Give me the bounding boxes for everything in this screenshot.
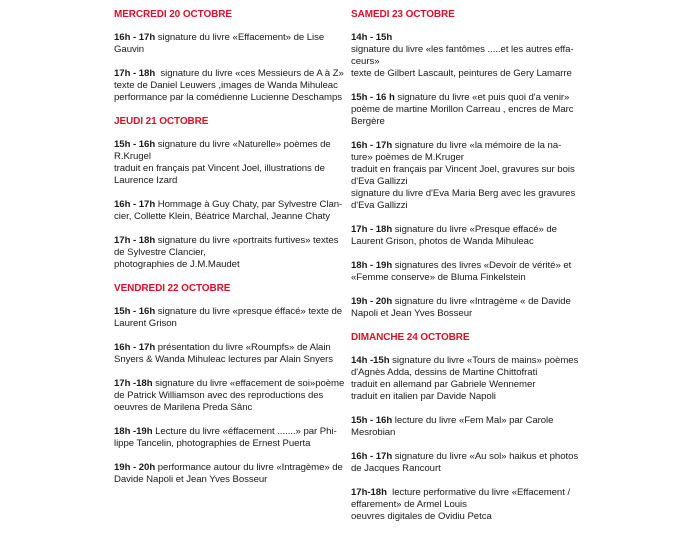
event-line: Mesrobian — [351, 427, 396, 438]
event-line: poème de martine Morillon Carreau , encres de Marc — [351, 104, 574, 115]
event-line: d'Eva Gallizzi — [351, 176, 408, 187]
event-time: 19h - 20h — [114, 462, 156, 473]
event-line: ture» poèmes de M.Kruger — [351, 152, 464, 163]
event-entry — [114, 139, 342, 187]
event-entry — [114, 306, 342, 330]
event-time: 17h - 18h — [114, 68, 156, 79]
event-line: d'Agnès Adda, dessins de Martine Chittofrati — [351, 367, 538, 378]
event-description: Hommage à Guy Chaty, par Sylvestre Clan- — [155, 199, 343, 210]
event-line: ceurs» — [351, 56, 380, 67]
event-description: signature du livre «et puis quoi d'a venir» — [394, 92, 570, 103]
event-line: oeuvres de Marilena Preda Sânc — [114, 402, 253, 413]
event-line — [114, 306, 342, 318]
event-line: Davide Napoli et Jean Yves Bosseur — [114, 474, 268, 485]
event-description: signature du livre «Naturelle» poèmes de — [155, 139, 331, 150]
event-time: 16h - 17h — [351, 140, 393, 151]
event-line — [351, 224, 587, 236]
event-line — [114, 235, 342, 247]
event-line: traduit en français pat Vincent Joel, illustrations de — [114, 163, 325, 174]
event-line: cier, Collette Klein, Béatrice Marchal, Jeanne Chaty — [114, 211, 331, 222]
day-heading: MERCREDI 20 OCTOBRE — [114, 9, 232, 20]
event-line — [114, 462, 342, 474]
event-description: signatures des livres «Devoir de vérité» et — [392, 260, 572, 271]
event-line: de Sylvestre Clancier, — [114, 247, 206, 258]
event-description: signature du livre «ces Messieurs de A à Z» — [155, 68, 344, 79]
event-time: 16h - 17h — [114, 342, 156, 353]
event-line: oeuvres digitales de Ovidiu Petca — [351, 511, 492, 522]
day-section — [351, 9, 587, 320]
event-line: traduit en allemand par Gabriele Wennemer — [351, 379, 536, 390]
event-time: 19h - 20h — [351, 296, 393, 307]
event-line: performance par la comédienne Lucienne Deschamps — [114, 92, 342, 103]
event-entry — [114, 32, 342, 56]
event-line: de Jacques Rancourt — [351, 463, 441, 474]
event-description: signature du livre «Intragème « de Davide — [392, 296, 571, 307]
event-line — [351, 487, 587, 499]
event-line: de Patrick Williamson avec des reproductions des — [114, 390, 324, 401]
day-section — [114, 116, 342, 271]
event-line — [114, 199, 342, 211]
event-line: signature du livre d'Eva Maria Berg avec les gravures — [351, 188, 576, 199]
event-entry — [114, 68, 342, 104]
program-column-left — [114, 9, 345, 498]
event-line — [351, 32, 587, 44]
event-line: traduit en français par Vincent Joel, gravures sur bois — [351, 164, 575, 175]
event-line: texte de Daniel Leuwers ,images de Wanda Mihuleac — [114, 80, 338, 91]
event-line — [351, 451, 587, 463]
event-entry — [351, 451, 587, 475]
event-line: effarement» de Armel Louis — [351, 499, 467, 510]
event-line — [351, 140, 587, 152]
event-description: performance autour du livre «Intragème» de — [155, 462, 343, 473]
event-entry — [351, 487, 587, 523]
event-description: présentation du livre «Roumpfs» de Alain — [155, 342, 331, 353]
event-time: 17h-18h — [351, 487, 387, 498]
event-time: 15h - 16h — [351, 415, 393, 426]
event-description: signature du livre «Tours de mains» poèmes — [389, 355, 579, 366]
event-description: lecture du livre «Fem Mal» par Carole — [392, 415, 554, 426]
event-line: texte de Gilbert Lascault, peintures de Gery Lamarre — [351, 68, 572, 79]
event-description: signature du livre «portraits furtives» textes — [155, 235, 339, 246]
event-description: signature du livre «la mémoire de la na- — [392, 140, 562, 151]
event-time: 18h -19h — [114, 426, 153, 437]
event-line: Bergère — [351, 116, 385, 127]
day-heading: JEUDI 21 OCTOBRE — [114, 116, 209, 127]
event-description: signature du livre «Presque effacé» de — [392, 224, 557, 235]
event-line: R.Krugel — [114, 151, 151, 162]
event-entry — [351, 140, 587, 212]
event-entry — [351, 415, 587, 439]
event-line: Napoli et Jean Yves Bosseur — [351, 308, 473, 319]
event-entry — [114, 342, 342, 366]
event-line: Snyers & Wanda Mihuleac lectures par Alain Snyers — [114, 354, 334, 365]
event-description: lecture performative du livre «Effacement / — [386, 487, 571, 498]
event-line — [114, 426, 342, 438]
event-line — [114, 342, 342, 354]
event-time: 17h -18h — [114, 378, 153, 389]
event-time: 15h - 16h — [114, 306, 156, 317]
event-entry — [114, 426, 342, 450]
event-entry — [114, 235, 342, 271]
event-entry — [351, 296, 587, 320]
day-heading: SAMEDI 23 OCTOBRE — [351, 9, 455, 20]
event-line: photographies de J.M.Maudet — [114, 259, 240, 270]
event-entry — [351, 355, 587, 403]
event-line — [351, 260, 587, 272]
day-section — [114, 9, 342, 104]
event-line: Laurent Grison, photos de Wanda Mihuleac — [351, 236, 534, 247]
day-heading: DIMANCHE 24 OCTOBRE — [351, 332, 470, 343]
event-description: signature du livre «Effacement» de Lise — [155, 32, 325, 43]
event-line: Laurent Grison — [114, 318, 177, 329]
event-description: signature du livre «effacement de soi»poème — [152, 378, 345, 389]
event-description: signature du livre «Au sol» haikus et photos — [392, 451, 579, 462]
event-time: 14h - 15h — [351, 32, 393, 43]
event-time: 17h - 18h — [114, 235, 156, 246]
event-line — [351, 355, 587, 367]
event-time: 16h - 17h — [351, 451, 393, 462]
event-line: lippe Tancelin, photographies de Ernest Puerta — [114, 438, 311, 449]
event-line — [114, 32, 342, 44]
event-line: Gauvin — [114, 44, 145, 55]
program-column-right — [351, 9, 587, 535]
event-entry — [351, 32, 587, 80]
event-time: 17h - 18h — [351, 224, 393, 235]
event-line: traduit en italien par Davide Napoli — [351, 391, 496, 402]
event-entry — [114, 378, 345, 414]
event-line — [114, 378, 345, 390]
event-line — [351, 92, 587, 104]
event-time: 18h - 19h — [351, 260, 393, 271]
event-line: «Femme conserve» de Bluma Finkelstein — [351, 272, 526, 283]
event-line: Laurence Izard — [114, 175, 178, 186]
event-line — [351, 296, 587, 308]
day-section — [351, 332, 587, 523]
event-time: 15h - 16 h — [351, 92, 395, 103]
event-line — [351, 415, 587, 427]
event-time: 16h - 17h — [114, 199, 156, 210]
day-heading: VENDREDI 22 OCTOBRE — [114, 283, 231, 294]
event-time: 16h - 17h — [114, 32, 156, 43]
event-entry — [351, 260, 587, 284]
event-description: signature du livre «presque éffacé» texte de — [155, 306, 343, 317]
event-line — [114, 68, 342, 80]
event-line: d'Eva Gallizzi — [351, 200, 408, 211]
event-line — [114, 139, 342, 151]
event-entry — [114, 199, 342, 223]
event-entry — [351, 92, 587, 128]
event-entry — [114, 462, 342, 486]
event-time: 14h -15h — [351, 355, 390, 366]
event-entry — [351, 224, 587, 248]
event-line: signature du livre «les fantômes .....et les autres effa- — [351, 44, 574, 55]
day-section — [114, 283, 345, 486]
event-description: Lecture du livre «éffacement .......» par Phi- — [152, 426, 337, 437]
event-time: 15h - 16h — [114, 139, 156, 150]
